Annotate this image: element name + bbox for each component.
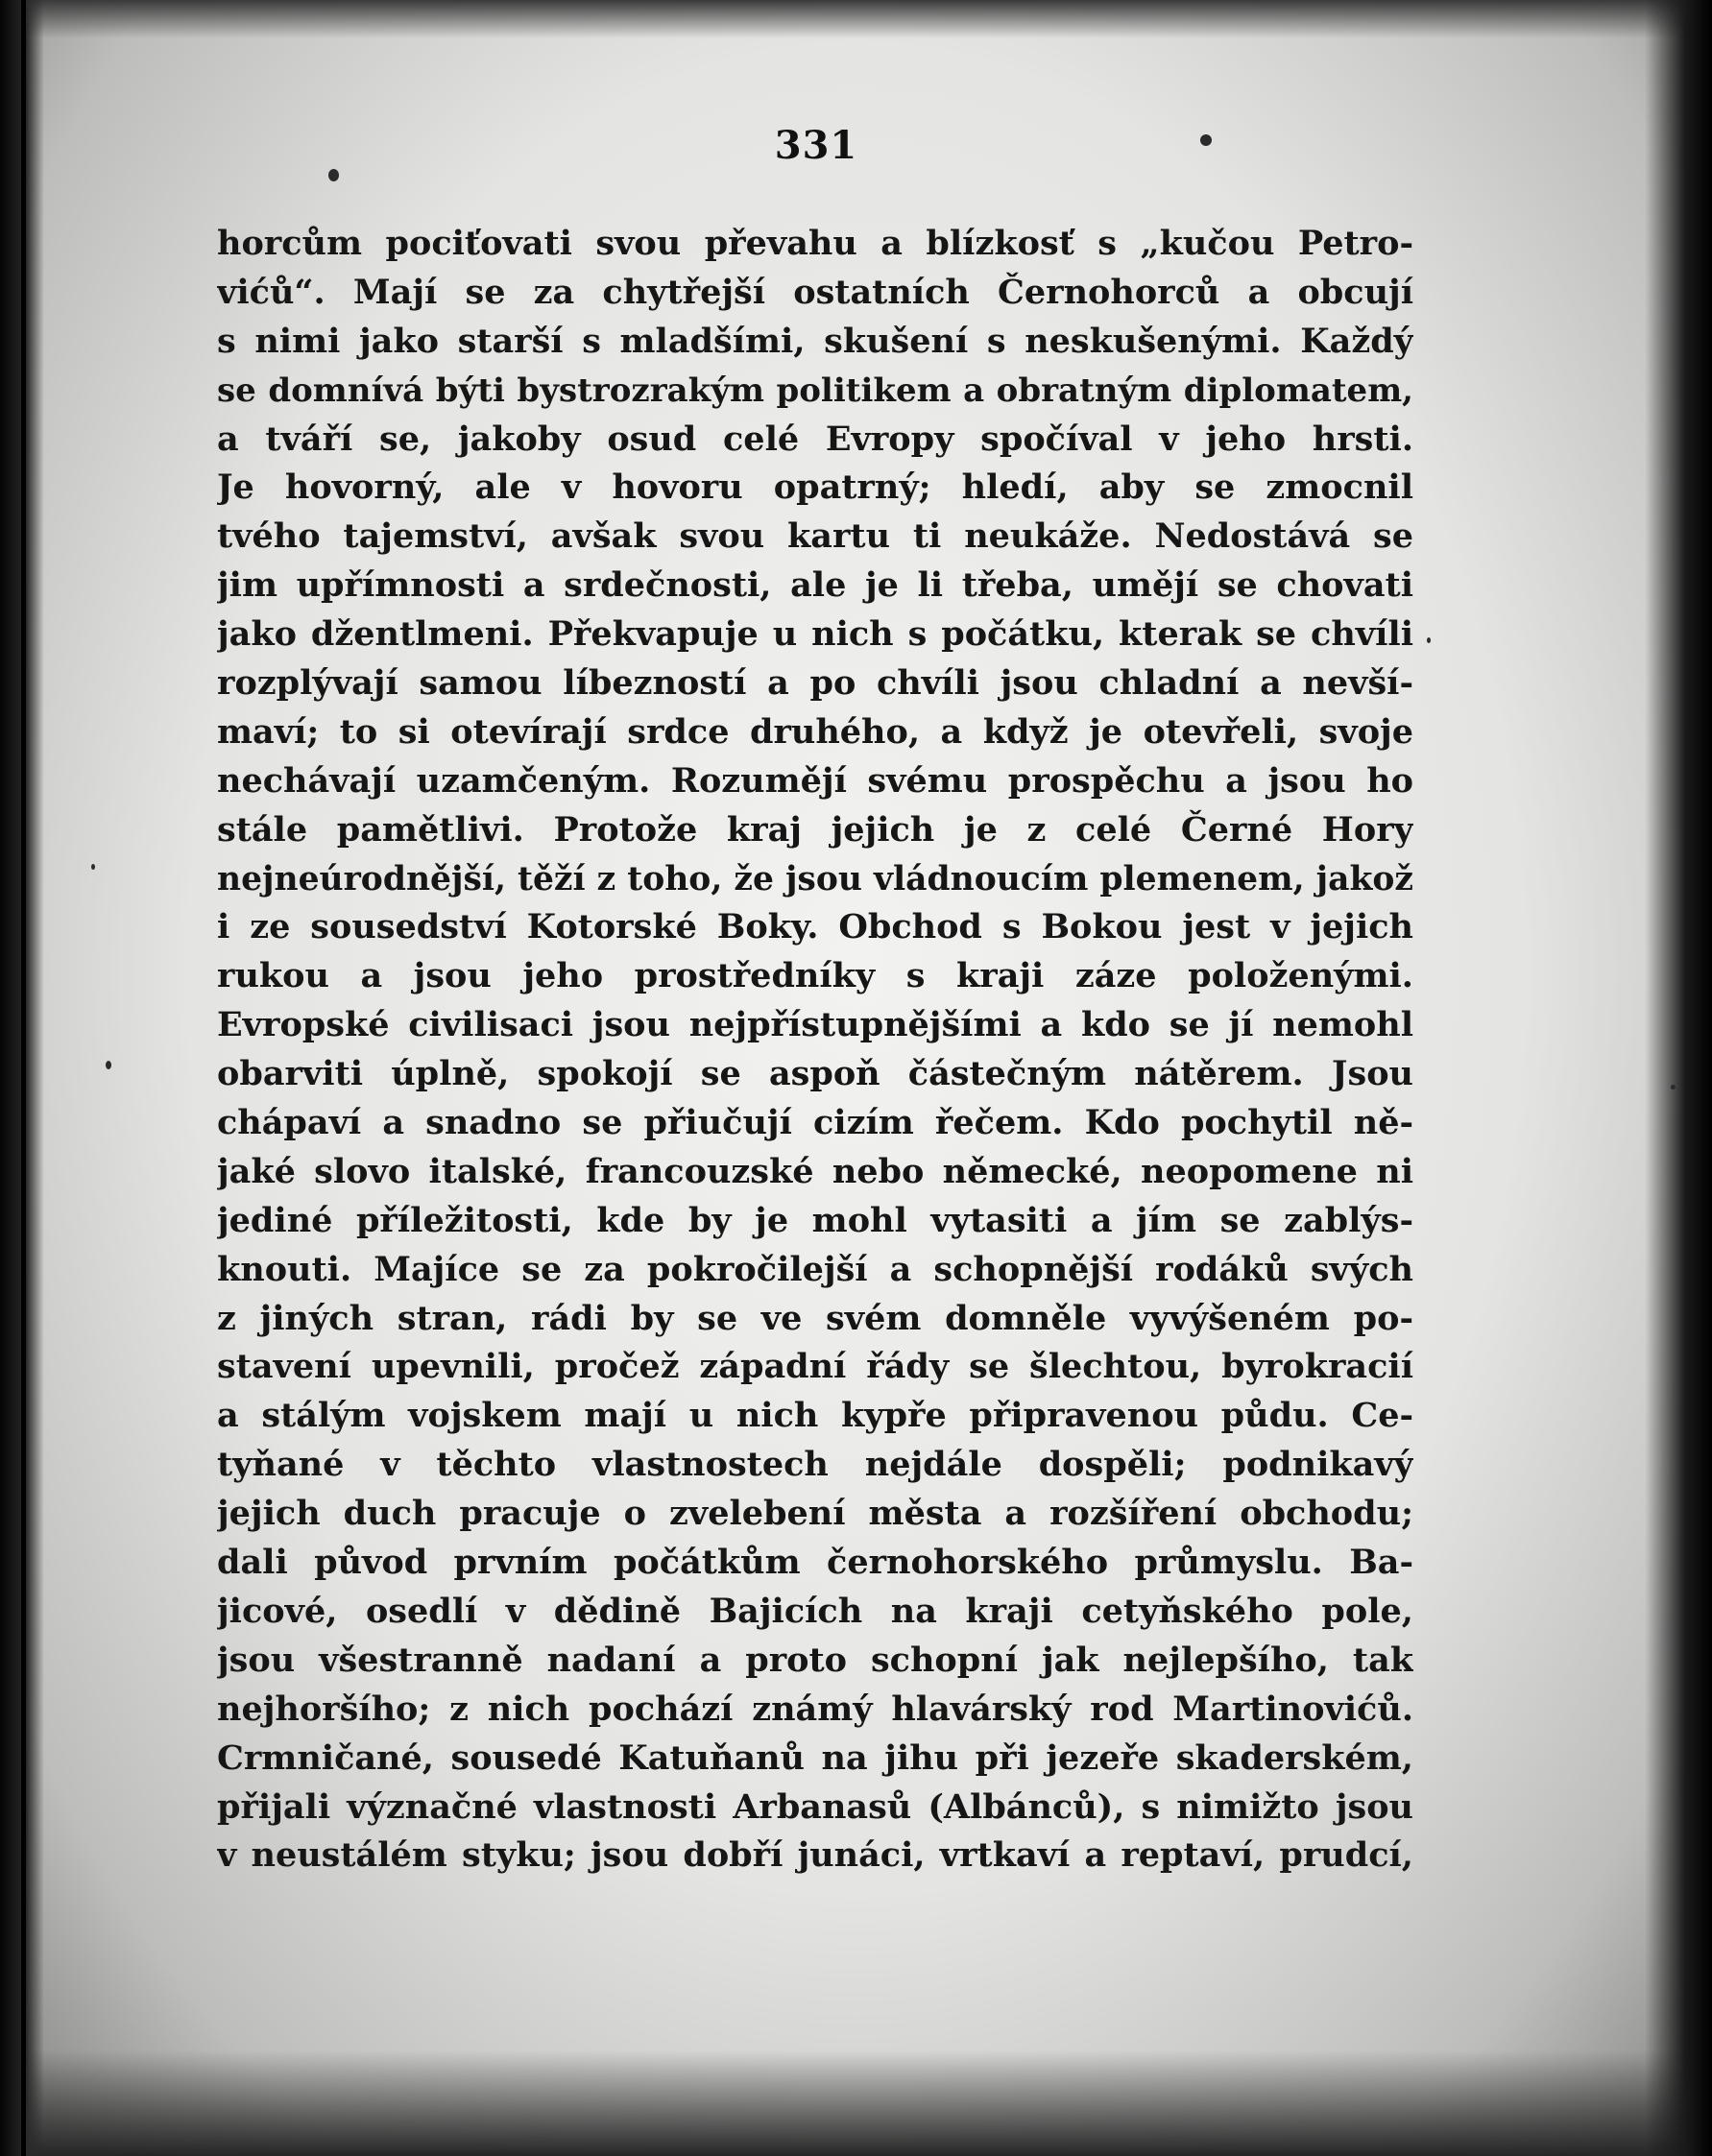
text-line: Crmničané, sousedé Katuňanů na jihu při jezeře skaderském, (217, 1737, 1413, 1778)
body-text (217, 220, 1413, 1881)
ink-speck (91, 864, 95, 870)
text-line: jediné příležitosti, kde by je mohl vytasiti a jím se zablýs- (217, 1200, 1413, 1240)
text-line: tvého tajemství, avšak svou kartu ti neukáže. Nedostává se (217, 516, 1413, 557)
text-line: nejhoršího; z nich pochází známý hlavárský rod Martinovićů. (217, 1689, 1413, 1729)
ink-speck (1671, 1085, 1676, 1090)
text-line: v neustálém styku; jsou dobří junáci, vrtkaví a reptaví, prudcí, (217, 1835, 1413, 1876)
text-line: i ze sousedství Kotorské Boky. Obchod s Bokou jest v jejich (217, 907, 1413, 947)
text-line: nejneúrodnější, těží z toho, že jsou vládnoucím plemenem, jakož (217, 859, 1413, 898)
text-line: Je hovorný, ale v hovoru opatrný; hledí, aby se zmocnil (217, 467, 1413, 508)
text-line: Evropské civilisaci jsou nejpřístupnějšími a kdo se jí nemohl (217, 1005, 1413, 1045)
text-line: stále pamětlivi. Protože kraj jejich je z celé Černé Hory (217, 809, 1413, 850)
text-line: se domnívá býti bystrozrakým politikem a obratným diplomatem, (217, 371, 1413, 410)
scan-bottom-shadow (0, 2050, 1712, 2156)
page-number: 331 (774, 123, 858, 168)
text-line: a tváří se, jakoby osud celé Evropy spočíval v jeho hrsti. (217, 419, 1413, 459)
text-line: tyňané v těchto vlastnostech nejdále dospěli; podnikavý (217, 1445, 1413, 1485)
text-line: a stálým vojskem mají u nich kypře připravenou půdu. Ce- (217, 1396, 1413, 1436)
text-line: jicové, osedlí v dědině Bajicích na kraji cetyňského pole, (217, 1591, 1413, 1631)
text-line: knouti. Majíce se za pokročilejší a schopnější rodáků svých (217, 1249, 1413, 1289)
ink-speck (1427, 637, 1431, 643)
text-line: jaké slovo italské, francouzské nebo německé, neopomene ni (217, 1151, 1413, 1191)
text-line: jejich duch pracuje o zvelebení města a rozšíření obchodu; (217, 1494, 1413, 1534)
text-line: chápaví a snadno se přiučují cizím řečem. Kdo pochytil ně- (217, 1103, 1413, 1143)
text-line: rozplývají samou líbezností a po chvíli jsou chladní a nevší- (217, 663, 1413, 704)
scan-left-border (21, 0, 26, 2156)
text-line: jsou všestranně nadaní a proto schopní jak nejlepšího, tak (217, 1640, 1413, 1680)
ink-speck (328, 169, 339, 181)
text-line: obarviti úplně, spokojí se aspoň částečným nátěrem. Jsou (217, 1054, 1413, 1094)
text-line: stavení upevnili, pročež západní řády se šlechtou, byrokracií (217, 1347, 1413, 1387)
text-line: s nimi jako starší s mladšími, skušení s neskušenými. Každý (217, 321, 1413, 361)
text-line: jim upřímnosti a srdečnosti, ale je li třeba, umějí se chovati (217, 565, 1413, 606)
scan-right-shadow (1645, 0, 1712, 2156)
text-line: jako džentlmeni. Překvapuje u nich s počátku, kterak se chvíli (217, 614, 1413, 655)
scan-top-shadow (0, 0, 1712, 38)
ink-speck (106, 1061, 111, 1069)
text-line: maví; to si otevírají srdce druhého, a když je otevřeli, svoje (217, 711, 1413, 752)
text-line: rukou a jsou jeho prostředníky s kraji záze položenými. (217, 956, 1413, 996)
text-line: nechávají uzamčeným. Rozumějí svému prospěchu a jsou ho (217, 760, 1413, 801)
text-line: přijali význačné vlastnosti Arbanasů (Albánců), s nimižto jsou (217, 1786, 1413, 1827)
text-line: dali původ prvním počátkům černohorského průmyslu. Ba- (217, 1543, 1413, 1583)
text-line: horcům pociťovati svou převahu a blízkosť s „kučou Petro- (217, 224, 1413, 263)
text-line: z jiných stran, rádi by se ve svém domněle vyvýšeném po- (217, 1298, 1413, 1338)
text-line: vićů“. Mají se za chytřejší ostatních Černohorců a obcují (217, 272, 1413, 312)
